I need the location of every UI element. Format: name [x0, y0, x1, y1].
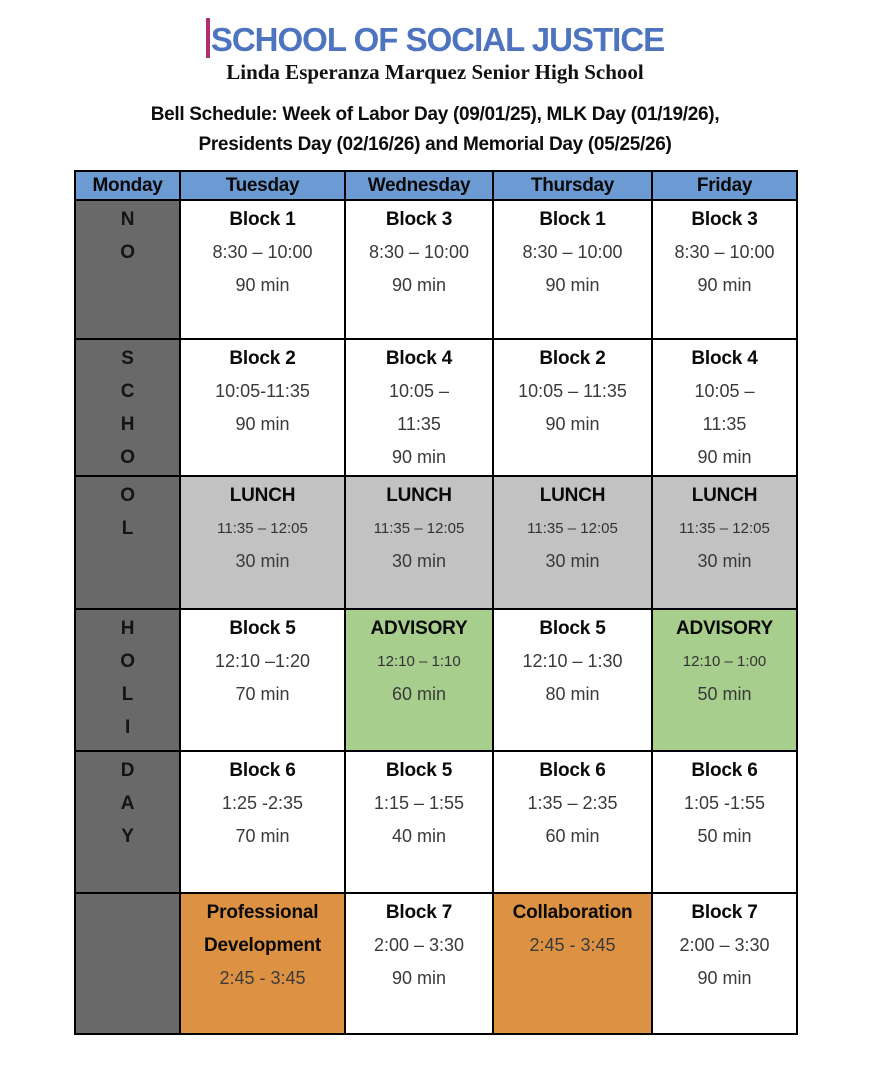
bell-schedule-line2: Presidents Day (02/16/26) and Memorial Day (05/25/26)	[198, 134, 672, 155]
cell-line: 8:30 – 10:00	[522, 242, 623, 262]
schedule-cell	[652, 893, 797, 1034]
cell-line: 50 min	[697, 684, 752, 704]
cell-line: Block 2	[539, 348, 606, 369]
day-header-tuesday: Tuesday	[180, 171, 345, 200]
cell-line: 10:05 –	[694, 381, 755, 401]
schedule-row	[75, 200, 797, 339]
cell-line: 12:10 – 1:10	[377, 653, 461, 670]
cell-line: Development	[203, 935, 322, 956]
cell-line: 10:05-11:35	[215, 381, 310, 401]
holiday-letter: H	[120, 414, 135, 435]
cell-line: 2:45 - 3:45	[529, 935, 616, 955]
day-header-thursday: Thursday	[493, 171, 652, 200]
cell-line: 90 min	[697, 275, 752, 295]
day-header-monday: Monday	[75, 171, 180, 200]
cell-line: 10:05 – 11:35	[518, 381, 627, 401]
cell-line: LUNCH	[386, 485, 452, 506]
schedule-cell	[493, 893, 652, 1034]
schedule-cell	[652, 751, 797, 893]
cell-line: 8:30 – 10:00	[368, 242, 470, 262]
holiday-letter: A	[120, 793, 135, 814]
cell-line: LUNCH	[229, 485, 296, 506]
monday-holiday-cell	[75, 893, 180, 1034]
cell-line: Block 6	[691, 760, 758, 781]
holiday-letter: C	[120, 381, 135, 402]
cell-line: Block 1	[539, 209, 606, 230]
cell-line: 70 min	[235, 826, 290, 846]
schedule-row	[75, 893, 797, 1034]
schedule-cell	[493, 200, 652, 339]
cell-line: Block 4	[691, 348, 758, 369]
cell-line: 60 min	[545, 826, 600, 846]
cell-line: Block 6	[229, 760, 296, 781]
holiday-letter: O	[120, 447, 135, 468]
cell-line: LUNCH	[691, 485, 758, 506]
day-header-wednesday: Wednesday	[345, 171, 493, 200]
cell-line: 30 min	[235, 551, 290, 571]
bell-schedule-line1	[0, 100, 870, 130]
cell-line: 1:05 -1:55	[683, 793, 766, 813]
cell-line: 11:35 – 12:05	[373, 520, 465, 537]
cell-line: 90 min	[391, 968, 447, 988]
cell-line: 30 min	[545, 551, 600, 571]
cell-line: 70 min	[235, 684, 290, 704]
cell-line: 30 min	[697, 551, 752, 571]
monday-holiday-cell	[75, 609, 180, 751]
schedule-row	[75, 476, 797, 609]
cell-line: 10:05 –	[388, 381, 450, 401]
schedule-cell	[180, 339, 345, 476]
cell-line: Block 4	[385, 348, 453, 369]
schedule-cell	[345, 751, 493, 893]
holiday-letter: L	[121, 684, 134, 705]
cell-line: 90 min	[235, 275, 290, 295]
text-cursor-icon	[206, 18, 210, 58]
schedule-cell	[345, 476, 493, 609]
cell-line: 40 min	[391, 826, 447, 846]
holiday-letter: I	[124, 717, 131, 738]
cell-line: Professional	[206, 902, 319, 923]
cell-line: 50 min	[697, 826, 752, 846]
schedule-cell	[180, 751, 345, 893]
cell-line: 90 min	[391, 275, 447, 295]
cell-line: Block 5	[539, 618, 606, 639]
cell-line: 12:10 –1:20	[214, 651, 311, 671]
cell-line: 1:15 – 1:55	[373, 793, 465, 813]
cell-line: Block 5	[229, 618, 296, 639]
title-row	[0, 18, 870, 59]
schedule-cell	[345, 339, 493, 476]
cell-line: 11:35 – 12:05	[679, 520, 770, 537]
cell-line: 12:10 – 1:30	[522, 651, 623, 671]
cell-line: 30 min	[391, 551, 447, 571]
holiday-letter: H	[120, 618, 135, 639]
cell-line: 90 min	[545, 275, 600, 295]
schedule-cell	[180, 476, 345, 609]
cell-line: 11:35	[397, 414, 441, 434]
monday-holiday-cell	[75, 751, 180, 893]
school-subtitle: Linda Esperanza Marquez Senior High School	[226, 60, 644, 84]
schedule-cell	[493, 476, 652, 609]
schedule-cell	[180, 893, 345, 1034]
cell-line: 11:35 – 12:05	[527, 520, 618, 537]
schedule-cell	[493, 339, 652, 476]
holiday-letter: L	[121, 518, 134, 539]
cell-line: ADVISORY	[370, 618, 468, 639]
cell-line: 90 min	[391, 447, 447, 467]
cell-line: Block 5	[385, 760, 453, 781]
bell-schedule-line1-rest: Week of Labor Day (09/01/25), MLK Day (01/19/26),	[277, 104, 720, 125]
cell-line: 12:10 – 1:00	[682, 653, 767, 670]
schedule-cell	[493, 609, 652, 751]
cell-line: 11:35 – 12:05	[217, 520, 308, 537]
schedule-cell	[493, 751, 652, 893]
bell-schedule-label: Bell Schedule:	[150, 104, 278, 125]
page-title: SCHOOL OF SOCIAL JUSTICE	[210, 21, 665, 58]
cell-line: Block 6	[539, 760, 606, 781]
schedule-cell	[652, 339, 797, 476]
cell-line: Block 3	[385, 209, 453, 230]
holiday-letter: O	[120, 651, 135, 672]
cell-line: 8:30 – 10:00	[674, 242, 775, 262]
cell-line: Block 7	[385, 902, 453, 923]
cell-line: 60 min	[391, 684, 447, 704]
monday-holiday-cell	[75, 476, 180, 609]
cell-line: 80 min	[545, 684, 600, 704]
schedule-cell	[345, 200, 493, 339]
schedule-cell	[180, 609, 345, 751]
holiday-letter: Y	[121, 826, 134, 847]
schedule-cell	[180, 200, 345, 339]
cell-line: LUNCH	[539, 485, 606, 506]
cell-line: 90 min	[545, 414, 600, 434]
cell-line: 2:00 – 3:30	[373, 935, 465, 955]
schedule-row	[75, 751, 797, 893]
cell-line: Collaboration	[512, 902, 633, 923]
cell-line: ADVISORY	[676, 618, 773, 639]
holiday-letter: O	[120, 485, 135, 506]
schedule-row	[75, 609, 797, 751]
holiday-letter: N	[120, 209, 135, 230]
bell-schedule-heading	[0, 100, 870, 160]
cell-line: 90 min	[235, 414, 290, 434]
schedule-row	[75, 339, 797, 476]
schedule-cell	[652, 476, 797, 609]
holiday-letter: S	[121, 348, 134, 369]
cell-line: 2:45 - 3:45	[219, 968, 306, 988]
day-header-row	[75, 171, 797, 200]
cell-line: Block 3	[691, 209, 758, 230]
schedule-cell	[652, 200, 797, 339]
subtitle-row	[0, 60, 870, 85]
monday-holiday-cell	[75, 200, 180, 339]
holiday-letter: D	[120, 760, 135, 781]
schedule-cell	[345, 893, 493, 1034]
cell-line: 90 min	[697, 447, 752, 467]
day-header-friday: Friday	[652, 171, 797, 200]
bell-schedule-table	[74, 170, 798, 1035]
monday-holiday-cell	[75, 339, 180, 476]
holiday-letter: O	[120, 242, 135, 263]
cell-line: Block 1	[229, 209, 296, 230]
cell-line: 1:25 -2:35	[221, 793, 304, 813]
cell-line: Block 7	[691, 902, 758, 923]
schedule-cell	[652, 609, 797, 751]
cell-line: 2:00 – 3:30	[679, 935, 770, 955]
cell-line: 1:35 – 2:35	[527, 793, 618, 813]
cell-line: 11:35	[702, 414, 747, 434]
cell-line: 90 min	[697, 968, 752, 988]
cell-line: 8:30 – 10:00	[212, 242, 313, 262]
cell-line: Block 2	[229, 348, 296, 369]
schedule-cell	[345, 609, 493, 751]
